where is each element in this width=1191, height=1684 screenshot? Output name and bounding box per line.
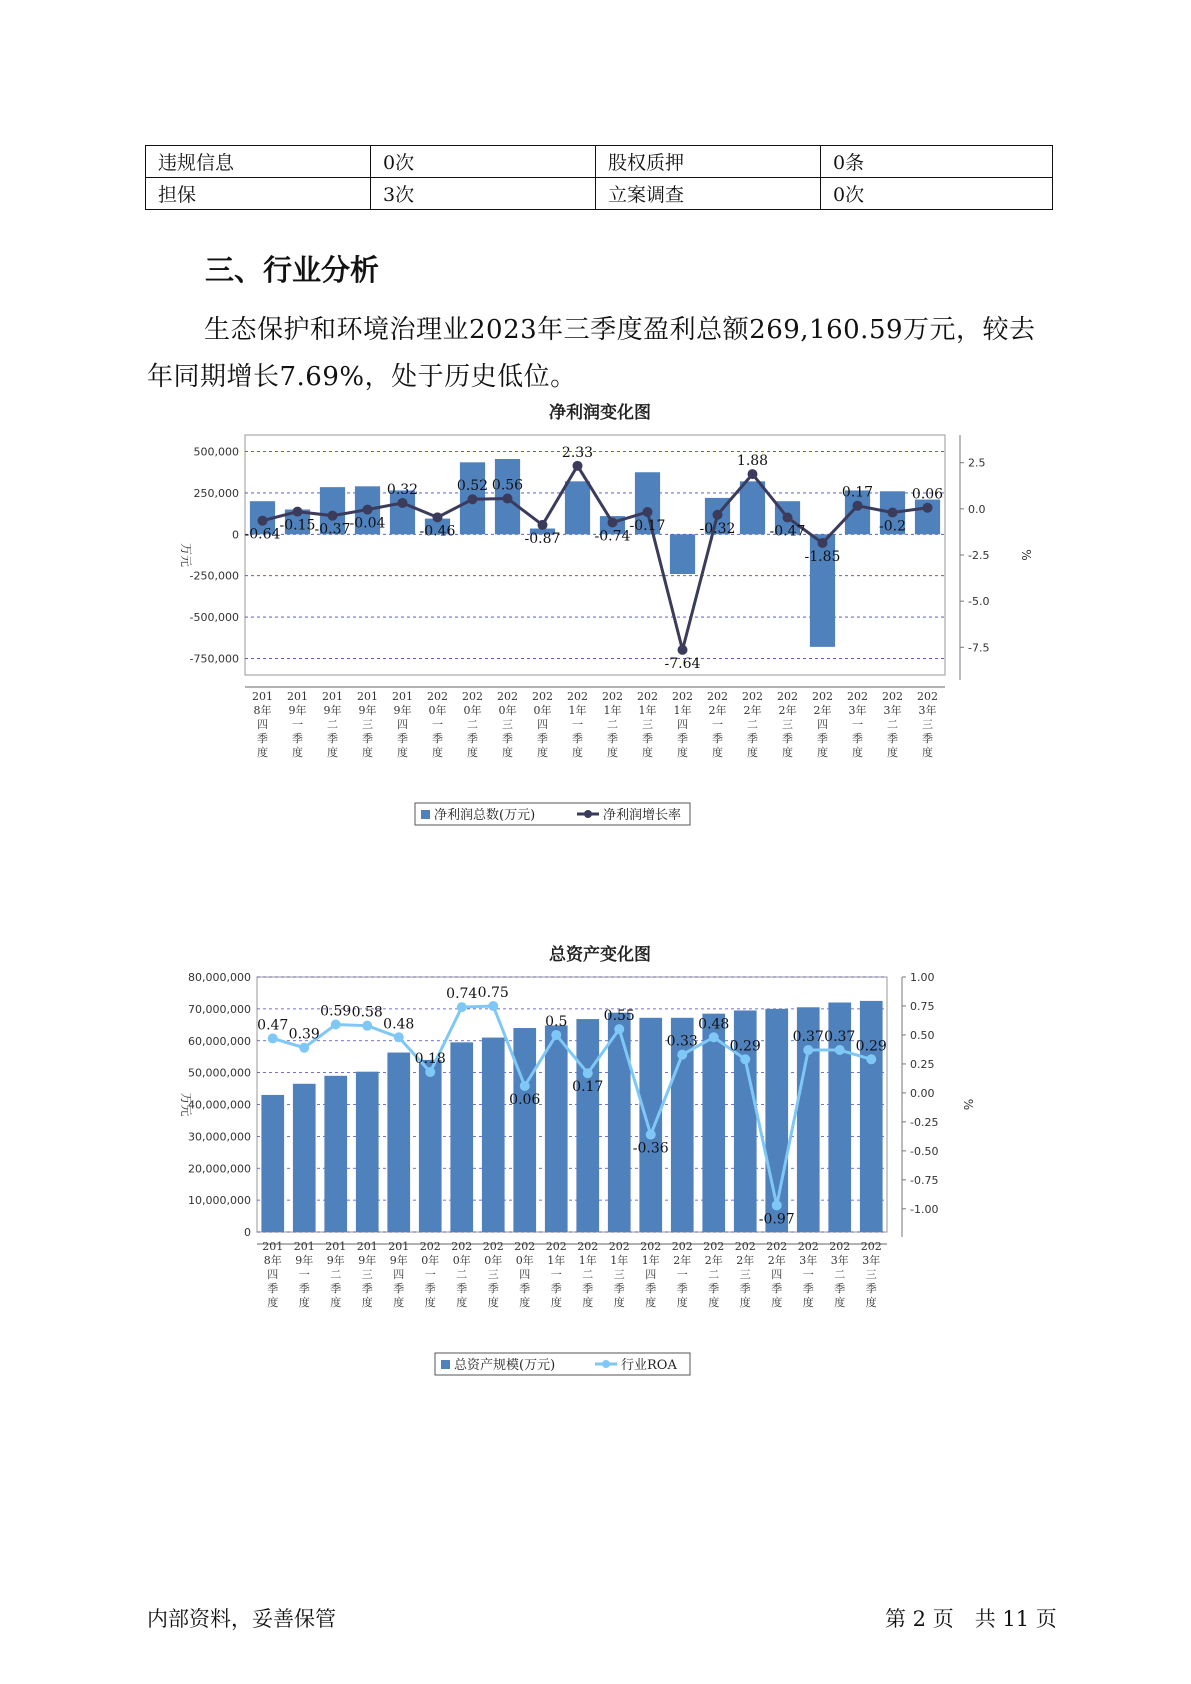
category-label: 202 0年一季度 [427,690,448,759]
table-cell: 违规信息 [146,146,371,178]
data-label: 0.37 [824,1029,856,1046]
category-label: 201 8年四季度 [252,690,273,759]
data-label: 0.06 [509,1091,541,1108]
table-row [146,178,1053,210]
line-point [713,510,723,520]
left-tick-label: -250,000 [189,569,239,583]
table-cell: 立案调查 [596,178,821,210]
line-point [783,513,793,523]
data-label: 0.59 [320,1003,352,1020]
bar [293,1084,316,1232]
right-tick-label: -0.50 [910,1144,939,1158]
line-point [293,507,303,517]
line-point [573,461,583,471]
line-point [583,1068,593,1078]
category-label: 202 2年二季度 [703,1240,725,1309]
chart-title: 总资产变化图 [549,945,651,965]
line-point [866,1054,876,1064]
data-label: -0.32 [699,520,736,537]
table-cell: 3次 [371,178,596,210]
category-label: 202 3年三季度 [917,690,938,759]
category-label: 202 0年四季度 [532,690,553,759]
data-label: -0.15 [279,517,316,534]
line-point [709,1032,719,1042]
data-label: 0.39 [288,1026,320,1043]
data-label: 0.06 [911,486,944,503]
left-axis-unit-label: 万元 [179,542,193,568]
line-point [394,1032,404,1042]
data-label: 0.17 [841,484,874,501]
line-point [643,507,653,517]
category-label: 202 1年一季度 [545,1240,567,1309]
left-tick-label: 250,000 [193,486,239,500]
category-label: 202 0年四季度 [514,1240,536,1309]
line-point [923,503,933,513]
right-tick-label: -7.5 [968,641,990,655]
data-label: -7.64 [664,655,701,672]
line-point [299,1043,309,1053]
table-cell: 0次 [821,178,1053,210]
category-label: 202 0年三季度 [497,690,518,759]
bar [608,1013,631,1232]
legend-line-marker [602,1360,610,1368]
category-label: 202 2年二季度 [742,690,763,759]
line-point [328,511,338,521]
category-label: 201 8年四季度 [262,1240,284,1309]
data-label: 0.37 [792,1029,824,1046]
table-cell: 0次 [371,146,596,178]
category-label: 202 0年二季度 [462,690,483,759]
data-label: -0.04 [349,515,386,532]
data-label: 0.29 [855,1038,887,1055]
line-point [468,494,478,504]
net-profit-chart-svg [160,403,1040,880]
legend-line-marker [584,810,592,818]
data-label: -0.46 [419,523,456,540]
bar [576,1019,599,1232]
table-cell: 0条 [821,146,1053,178]
data-label: -1.85 [804,549,841,565]
total-assets-chart [160,915,1040,1375]
right-tick-label: -1.00 [910,1202,939,1216]
category-label: 201 9年一季度 [287,690,308,759]
legend-line-label: 行业ROA [621,1358,677,1373]
category-label: 202 3年一季度 [797,1240,819,1309]
line-point [678,645,688,655]
left-axis-unit-label: 万元 [179,1092,193,1117]
legend-bar-swatch [441,1360,450,1369]
category-label: 202 2年四季度 [766,1240,788,1309]
line-point [433,512,443,522]
section-paragraph: 生态保护和环境治理业2023年三季度盈利总额269,160.59万元，较去年同期增长7.69%，处于历史低位。 [147,315,1036,392]
category-label: 201 9年三季度 [357,690,378,759]
category-label: 202 1年三季度 [608,1240,630,1309]
line-point [853,501,863,511]
total-assets-chart-svg [160,915,1040,1375]
data-label: 0.74 [446,986,478,1003]
line-point [772,1200,782,1210]
category-label: 202 1年二季度 [602,690,623,759]
line-point [520,1081,530,1091]
category-label: 202 3年三季度 [860,1240,882,1309]
line-point [362,1021,372,1031]
line-point [538,520,548,530]
right-tick-label: -2.5 [968,549,990,562]
line-point [363,505,373,515]
line-point [614,1024,624,1034]
category-label: 202 2年四季度 [812,690,833,759]
line-point [258,516,268,526]
data-label: 0.47 [257,1017,289,1034]
table-cell: 股权质押 [596,146,821,178]
bar [545,1025,568,1232]
line-point [331,1020,341,1030]
line-point [818,538,828,548]
risk-info-table [145,145,1053,210]
data-label: 1.88 [736,453,769,470]
bar [670,534,695,574]
data-label: -0.36 [632,1140,669,1157]
right-tick-label: 0.50 [910,1028,935,1042]
bar [450,1042,473,1232]
category-label: 201 9年四季度 [388,1240,410,1309]
right-tick-label: 1.00 [910,971,935,984]
left-tick-label: -750,000 [189,652,239,666]
line-point [551,1030,561,1040]
left-tick-label: 0 [232,528,239,542]
data-label: -0.87 [524,530,561,547]
right-tick-label: 2.5 [968,456,986,470]
bar [860,1001,883,1232]
data-label: 0.29 [729,1038,761,1055]
data-label: 2.33 [561,444,594,461]
bar [740,481,765,534]
legend-bar-label: 总资产规模(万元) [454,1358,556,1373]
left-tick-label: 40,000,000 [188,1098,251,1112]
bar [513,1028,536,1232]
category-label: 202 1年二季度 [577,1240,599,1309]
category-label: 201 9年二季度 [322,690,343,759]
line-point [503,494,513,504]
category-label: 202 2年三季度 [777,690,798,759]
data-label: -0.2 [879,518,906,535]
left-tick-label: 70,000,000 [188,1002,251,1016]
left-tick-label: 20,000,000 [188,1162,251,1176]
right-tick-label: -0.75 [910,1173,939,1187]
data-label: 0.18 [414,1051,446,1068]
category-label: 201 9年二季度 [325,1240,347,1309]
data-label: -0.64 [244,526,281,543]
right-tick-label: 0.25 [910,1057,935,1071]
data-label: 0.33 [666,1033,698,1050]
right-tick-label: -0.25 [910,1115,939,1129]
right-tick-label: 0.00 [910,1086,935,1100]
bar [702,1014,725,1232]
data-label: -0.17 [629,517,666,534]
line-point [888,508,898,518]
legend-bar-swatch [421,810,430,819]
category-label: 201 9年一季度 [293,1240,315,1309]
line-point [748,469,758,479]
left-tick-label: 500,000 [193,445,239,459]
bar [356,1072,379,1232]
data-label: 0.55 [603,1008,635,1025]
data-label: 0.58 [351,1004,383,1021]
line-point [835,1045,845,1055]
data-label: -0.97 [758,1211,795,1228]
category-label: 202 1年一季度 [567,690,588,759]
bar [261,1095,284,1232]
category-label: 202 0年三季度 [482,1240,504,1309]
right-axis-unit-label: % [961,1098,975,1111]
category-label: 202 3年二季度 [829,1240,851,1309]
data-label: 0.32 [386,481,419,498]
legend [415,803,690,825]
bar [565,481,590,534]
data-label: 0.48 [698,1016,730,1033]
right-tick-label: 0.0 [968,502,986,516]
left-tick-label: 0 [244,1226,251,1239]
data-label: 0.5 [545,1013,568,1030]
right-tick-label: -5.0 [968,595,990,609]
legend [435,1353,690,1375]
data-label: 0.17 [572,1079,604,1096]
bar [639,1018,662,1232]
right-tick-label: 0.75 [910,999,935,1013]
legend-bar-label: 净利润总数(万元) [434,808,536,823]
net-profit-chart [160,403,1040,880]
table-cell: 担保 [146,178,371,210]
data-label: -0.37 [314,521,351,538]
footer-confidential-note: 内部资料，妥善保管 [147,1607,336,1631]
line-point [740,1054,750,1064]
data-label: 0.56 [491,477,524,494]
legend-line-label: 净利润增长率 [603,808,682,823]
category-label: 202 1年四季度 [640,1240,662,1309]
left-tick-label: 10,000,000 [188,1194,251,1208]
bar [482,1038,505,1232]
category-label: 202 2年三季度 [734,1240,756,1309]
table-row [146,146,1053,178]
category-label: 202 2年一季度 [707,690,728,759]
left-tick-label: 60,000,000 [188,1034,251,1048]
data-label: 0.48 [383,1016,415,1033]
category-label: 202 0年二季度 [451,1240,473,1309]
right-axis-unit-label: % [1019,549,1033,561]
line-point [646,1130,656,1140]
category-label: 201 9年四季度 [392,690,413,759]
line-point [803,1045,813,1055]
bar [419,1060,442,1232]
data-label: 0.75 [477,984,509,1001]
category-label: 202 1年四季度 [672,690,693,759]
left-tick-label: 30,000,000 [188,1130,251,1144]
left-tick-label: 80,000,000 [188,971,251,984]
category-label: 202 1年三季度 [637,690,658,759]
category-label: 202 0年一季度 [419,1240,441,1309]
data-label: -0.74 [594,528,631,545]
line-point [677,1050,687,1060]
left-tick-label: -500,000 [189,611,239,625]
bar [387,1053,410,1232]
bar [324,1076,347,1232]
chart-title: 净利润变化图 [549,403,651,423]
data-label: -0.47 [769,523,806,540]
category-label: 202 3年一季度 [847,690,868,759]
data-label: 0.52 [456,478,489,495]
line-point [457,1002,467,1012]
category-label: 201 9年三季度 [356,1240,378,1309]
category-label: 202 2年一季度 [671,1240,693,1309]
line-point [398,498,408,508]
section-title: 三、行业分析 [205,253,380,287]
left-tick-label: 50,000,000 [188,1066,251,1080]
line-point [425,1067,435,1077]
line-point [488,1001,498,1011]
footer-page-number: 第 2 页 共 11 页 [885,1607,1057,1631]
line-point [608,518,618,528]
category-label: 202 3年二季度 [882,690,903,759]
line-point [268,1033,278,1043]
